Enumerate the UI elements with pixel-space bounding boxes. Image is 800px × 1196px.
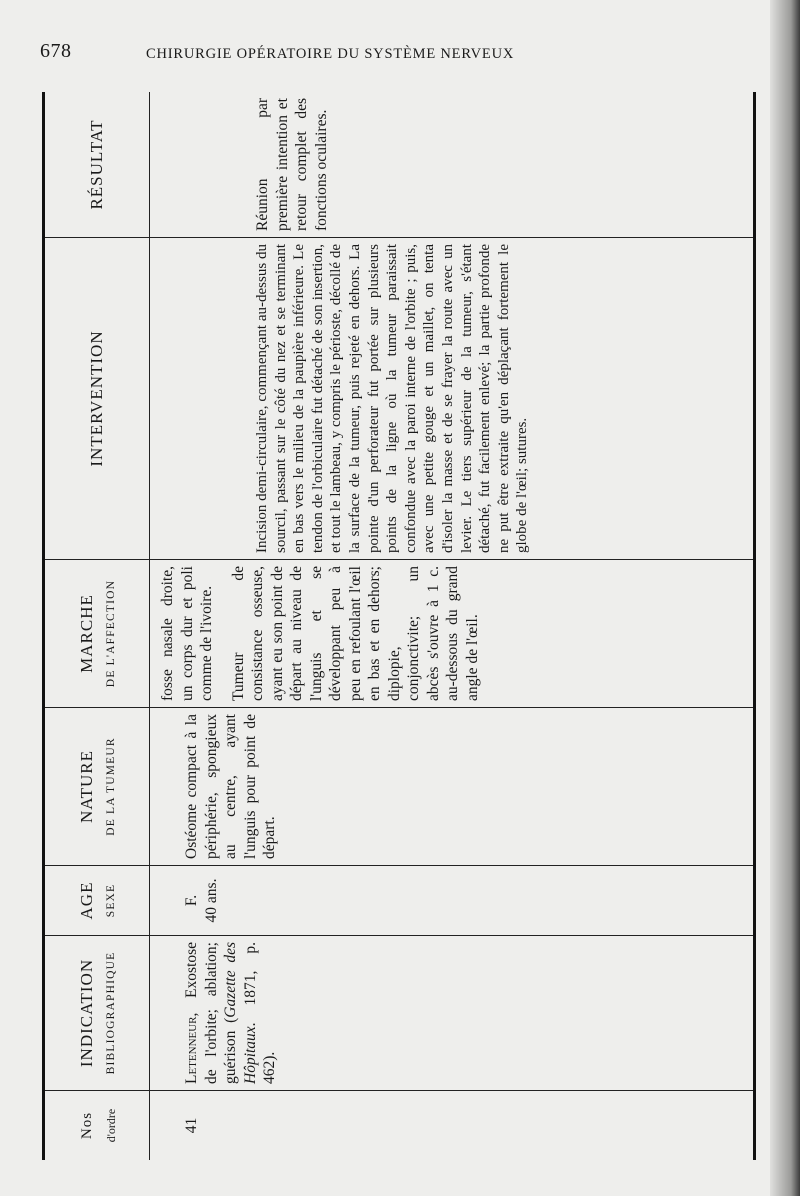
header-resultat xyxy=(45,92,150,237)
header-indication-sub: BIBLIOGRAPHIQUE xyxy=(105,951,117,1075)
header-age-sub: SEXE xyxy=(105,883,117,918)
marche-text: Tumeur de consistance osseuse, ayant eu son point de départ au niveau de l'unguis et se développant peu à peu en refoulant l'œil en bas et en dehors; diplopie, conjonctivite; un abcès s'ouvre à 1 c. au-dessous du grand angle de l'œil. xyxy=(229,566,481,701)
header-resultat-label: RÉSULTAT xyxy=(87,119,106,210)
header-intervention-label: INTERVENTION xyxy=(87,330,106,467)
indication-author: Letenneur, xyxy=(183,1012,200,1084)
col-nature xyxy=(45,707,753,865)
sexe-value: F. xyxy=(183,894,200,907)
col-marche-body xyxy=(150,560,753,707)
age-value: 40 ans. xyxy=(202,878,220,923)
header-age-label: AGE xyxy=(77,881,96,920)
header-indication-label: INDICATION xyxy=(77,958,96,1068)
indication-text xyxy=(182,942,280,1084)
running-head: CHIRURGIE OPÉRATOIRE DU SYSTÈME NERVEUX xyxy=(146,46,515,62)
col-resultat xyxy=(45,92,753,237)
col-indication-body xyxy=(150,936,753,1090)
header-nature-label: NATURE xyxy=(77,749,96,824)
col-intervention-body xyxy=(150,238,753,559)
header-marche-label: MARCHE xyxy=(77,594,96,673)
col-num xyxy=(45,1090,753,1160)
col-nature-body xyxy=(150,708,753,865)
col-num-body xyxy=(150,1091,753,1160)
header-intervention xyxy=(45,238,150,559)
col-resultat-body xyxy=(150,92,753,237)
col-age xyxy=(45,865,753,935)
header-nature-sub: DE LA TUMEUR xyxy=(105,737,117,836)
intervention-text: Incision demi-circulaire, commençant au-dessus du sourcil, passant sur le côté du nez et se terminant en bas vers le milieu de la paupière inférieure. Le tendon de l'orbiculaire fut détaché de son insertion, et tout le lambeau, y compris le périoste, décollé de la surface de la tumeur, puis rejeté en dehors. La pointe d'un perforateur fut portée sur plusieurs points de la ligne où la tumeur paraissait confondue avec la paroi interne de l'orbite ; puis, avec une petite gouge et un maillet, on tenta d'isoler la masse et de se frayer la route avec un levier. Le tiers supérieur de la tumeur, s'étant détaché, fut facilement enlevé; la partie profonde ne put être extraite qu'en déplaçant fortement le globe de l'œil; sutures. xyxy=(254,244,531,553)
col-age-body xyxy=(150,866,753,935)
marche-continuation: fosse nasale droite, un corps dur et poli comme de l'ivoire. xyxy=(159,566,215,701)
nature-text: Ostéome compact à la périphérie, spongieux au centre, ayant l'unguis pour point de départ. xyxy=(183,714,278,859)
header-num-sub: d'ordre xyxy=(104,1108,118,1143)
header-age xyxy=(45,866,150,935)
case-table xyxy=(42,92,756,1160)
indication-ref: . 1871, p. 462). xyxy=(241,942,278,1084)
indication-title: Exostose de l'orbite; ablation; guérison ( xyxy=(183,942,239,1084)
page-number: 678 xyxy=(40,40,72,62)
col-indication xyxy=(45,935,753,1090)
page-edge-shadow xyxy=(770,0,800,1196)
header-nature xyxy=(45,708,150,865)
col-marche xyxy=(45,559,753,707)
resultat-text: Réunion par première intention et retour complet des fonctions oculaires. xyxy=(254,98,330,231)
col-intervention xyxy=(45,237,753,559)
header-marche-sub: DE L'AFFECTION xyxy=(105,579,117,688)
header-marche xyxy=(45,560,150,707)
header-num-label: Nos xyxy=(79,1111,95,1140)
row-number: 41 xyxy=(183,1117,200,1134)
header-indication xyxy=(45,936,150,1090)
header-num xyxy=(45,1091,150,1160)
indication-journal: Gazette des Hôpitaux xyxy=(222,942,259,1084)
